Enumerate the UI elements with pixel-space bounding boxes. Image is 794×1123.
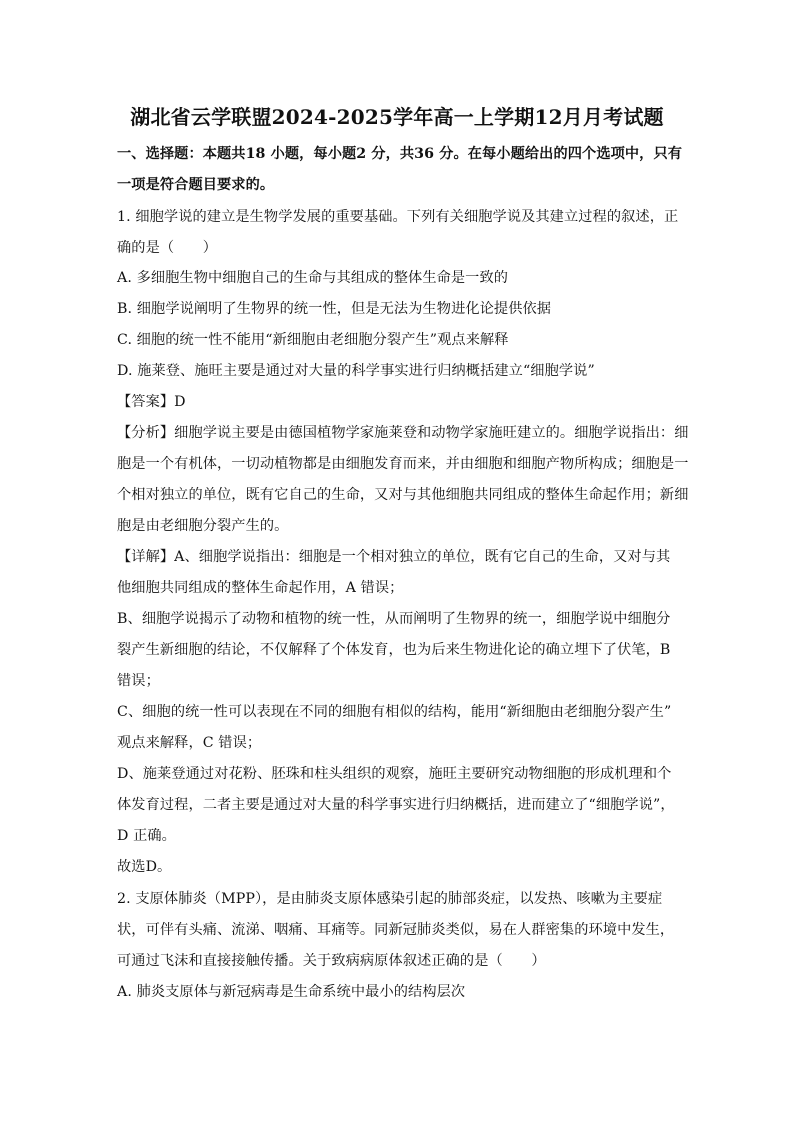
question-1-analysis-line-4: 胞是由老细胞分裂产生的。 [117, 518, 289, 534]
question-2-stem-line-3: 可通过飞沫和直接接触传播。关于致病病原体叙述正确的是（ ） [117, 953, 546, 969]
question-1-detail-line-7: 观点来解释，C 错误； [117, 735, 262, 751]
question-2-stem-line-1: 2. 支原体肺炎（MPP），是由肺炎支原体感染引起的肺部炎症，以发热、咳嗽为主要症 [117, 891, 663, 907]
question-1-analysis-line-2: 胞是一个有机体，一切动植物都是由细胞发育而来，并由细胞和细胞产物所构成；细胞是一 [117, 456, 689, 472]
question-1-detail-line-5: 错误； [117, 673, 160, 689]
question-1-option-c: C. 细胞的统一性不能用“新细胞由老细胞分裂产生”观点来解释 [117, 332, 509, 348]
section-heading-line-1: 一、选择题：本题共18 小题，每小题2 分，共36 分。在每小题给出的四个选项中，只有 [117, 146, 683, 162]
question-1-detail-line-4: 裂产生新细胞的结论，不仅解释了个体发育，也为后来生物进化论的确立埋下了伏笔，B [117, 642, 671, 658]
question-2-option-a: A. 肺炎支原体与新冠病毒是生命系统中最小的结构层次 [117, 984, 466, 1000]
question-1-stem-line-2: 确的是（ ） [117, 240, 218, 256]
question-1-detail-line-8: D、施莱登通过对花粉、胚珠和柱头组织的观察，施旺主要研究动物细胞的形成机理和个 [117, 766, 672, 782]
question-1-detail-line-1: 【详解】A、细胞学说指出：细胞是一个相对独立的单位，既有它自己的生命，又对与其 [117, 549, 671, 565]
question-1-option-a: A. 多细胞生物中细胞自己的生命与其组成的整体生命是一致的 [117, 270, 509, 286]
question-1-option-d: D. 施莱登、施旺主要是通过对大量的科学事实进行归纳概括建立“细胞学说” [117, 363, 595, 379]
question-1-detail-line-2: 他细胞共同组成的整体生命起作用，A 错误； [117, 580, 404, 596]
question-1-answer: 【答案】D [117, 394, 186, 410]
question-1-stem-line-1: 1. 细胞学说的建立是生物学发展的重要基础。下列有关细胞学说及其建立过程的叙述，正 [117, 209, 679, 225]
question-1-option-b: B. 细胞学说阐明了生物界的统一性，但是无法为生物进化论提供依据 [117, 301, 552, 317]
question-1-detail-line-6: C、细胞的统一性可以表现在不同的细胞有相似的结构，能用“新细胞由老细胞分裂产生” [117, 704, 672, 720]
question-1-analysis-line-3: 个相对独立的单位，既有它自己的生命，又对与其他细胞共同组成的整体生命起作用；新细 [117, 487, 689, 503]
question-1-detail-line-11: 故选D。 [117, 859, 172, 875]
question-1-detail-line-10: D 正确。 [117, 828, 176, 844]
page-title: 湖北省云学联盟2024-2025学年高一上学期12月月考试题 [130, 105, 664, 129]
section-heading-line-2: 一项是符合题目要求的。 [117, 177, 275, 193]
question-2-stem-line-2: 状，可伴有头痛、流涕、咽痛、耳痛等。同新冠肺炎类似，易在人群密集的环境中发生， [117, 922, 675, 938]
question-1-analysis-line-1: 【分析】细胞学说主要是由德国植物学家施莱登和动物学家施旺建立的。细胞学说指出：细 [117, 425, 689, 441]
question-1-detail-line-3: B、细胞学说揭示了动物和植物的统一性，从而阐明了生物界的统一，细胞学说中细胞分 [117, 611, 671, 627]
question-1-detail-line-9: 体发育过程，二者主要是通过对大量的科学事实进行归纳概括，进而建立了“细胞学说”， [117, 797, 675, 813]
